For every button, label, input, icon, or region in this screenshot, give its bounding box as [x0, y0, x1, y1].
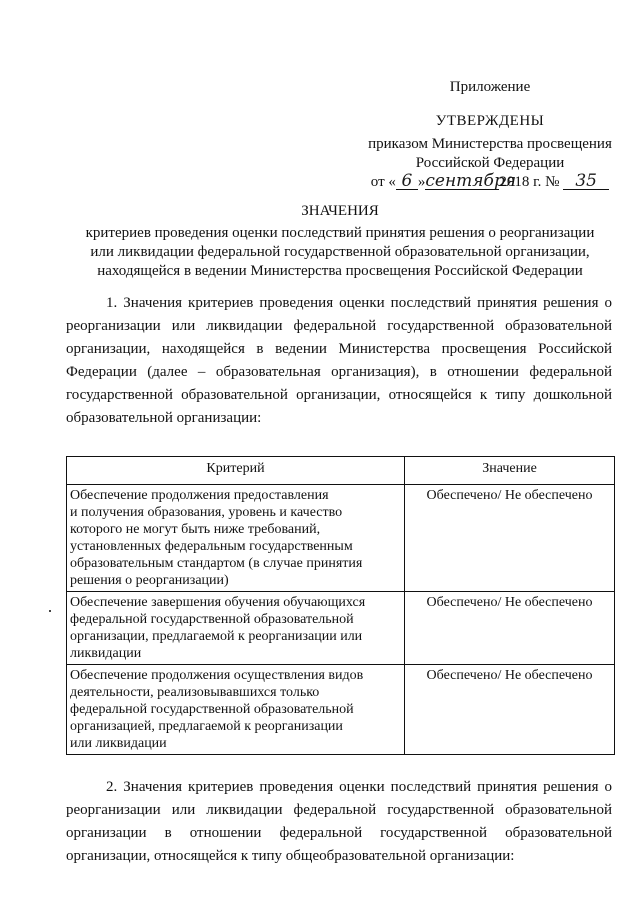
date-day: 6 — [396, 174, 418, 190]
table-row — [67, 665, 615, 755]
approval-title: УТВЕРЖДЕНЫ — [435, 113, 545, 129]
criterion-line: которого не могут быть ниже требований, — [70, 522, 321, 537]
heading-subtitle-line-2: или ликвидации федеральной государственной образовательной организации, — [90, 244, 590, 260]
table-row — [67, 592, 615, 665]
criterion-line: Обеспечение завершения обучения обучающихся — [70, 595, 366, 610]
criterion-line: федеральной государственной образовательной — [70, 612, 354, 627]
approval-line-1: приказом Министерства просвещения — [368, 136, 612, 152]
criterion-line: образовательным стандартом (в случае принятия — [70, 556, 363, 571]
criteria-table — [66, 456, 615, 755]
criterion-line: организации, предлагаемой к реорганизации или — [70, 629, 363, 644]
criterion-cell — [67, 485, 405, 592]
appendix-label: Приложение — [449, 79, 531, 95]
criterion-line: деятельности, реализовывавшихся только — [70, 685, 320, 700]
criterion-line: Обеспечение продолжения предоставления — [70, 488, 329, 503]
document-heading — [60, 202, 620, 281]
criterion-line: установленных федеральным государственным — [70, 539, 353, 554]
criterion-cell — [67, 665, 405, 755]
date-year: 2018 г. № — [499, 174, 560, 190]
approval-line-2: Российской Федерации — [415, 155, 565, 171]
table-header-row — [67, 457, 615, 485]
order-number: 35 — [563, 174, 609, 190]
value-cell: Обеспечено/ Не обеспечено — [405, 485, 615, 592]
date-mid: » — [417, 174, 426, 190]
date-prefix: от « — [370, 174, 396, 190]
date-month: сентября — [425, 171, 517, 191]
criterion-line: Обеспечение продолжения осуществления видов — [70, 668, 364, 683]
heading-subtitle-line-1: критериев проведения оценки последствий принятия решения о реорганизации — [85, 225, 595, 241]
approval-block — [360, 112, 620, 192]
criterion-line: решения о реорганизации) — [70, 573, 229, 588]
paragraph-2: 2. Значения критериев проведения оценки последствий принятия решения о реорганизации или ликвидации федеральной государственной образовательной организации в отношении федеральной государственной образовательной организации, относящейся к типу общеобразовательной организации: — [66, 779, 612, 864]
value-cell: Обеспечено/ Не обеспечено — [405, 665, 615, 755]
criterion-line: федеральной государственной образовательной — [70, 702, 354, 717]
margin-mark — [49, 610, 51, 612]
heading-title: ЗНАЧЕНИЯ — [301, 203, 379, 219]
paragraph-1: 1. Значения критериев проведения оценки последствий принятия решения о реорганизации или ликвидации федеральной государственной образовательной организации, находящейся в ведении Министерства просвещения Российской Федерации (далее – образовательная организация), в отношении федеральной государственной образовательной организации, относящейся к типу дошкольной образовательной организации: — [66, 295, 612, 426]
value-cell: Обеспечено/ Не обеспечено — [405, 592, 615, 665]
heading-subtitle-line-3: находящейся в ведении Министерства просвещения Российской Федерации — [97, 263, 583, 279]
header-value: Значение — [405, 457, 615, 485]
criterion-line: организацией, предлагаемой к реорганизации — [70, 719, 343, 734]
criterion-line: ликвидации — [70, 646, 142, 661]
criterion-cell — [67, 592, 405, 665]
criterion-line: и получения образования, уровень и качество — [70, 505, 343, 520]
criterion-line: или ликвидации — [70, 736, 167, 751]
header-criterion: Критерий — [67, 457, 405, 485]
approval-date-line — [360, 173, 620, 192]
table-row — [67, 485, 615, 592]
